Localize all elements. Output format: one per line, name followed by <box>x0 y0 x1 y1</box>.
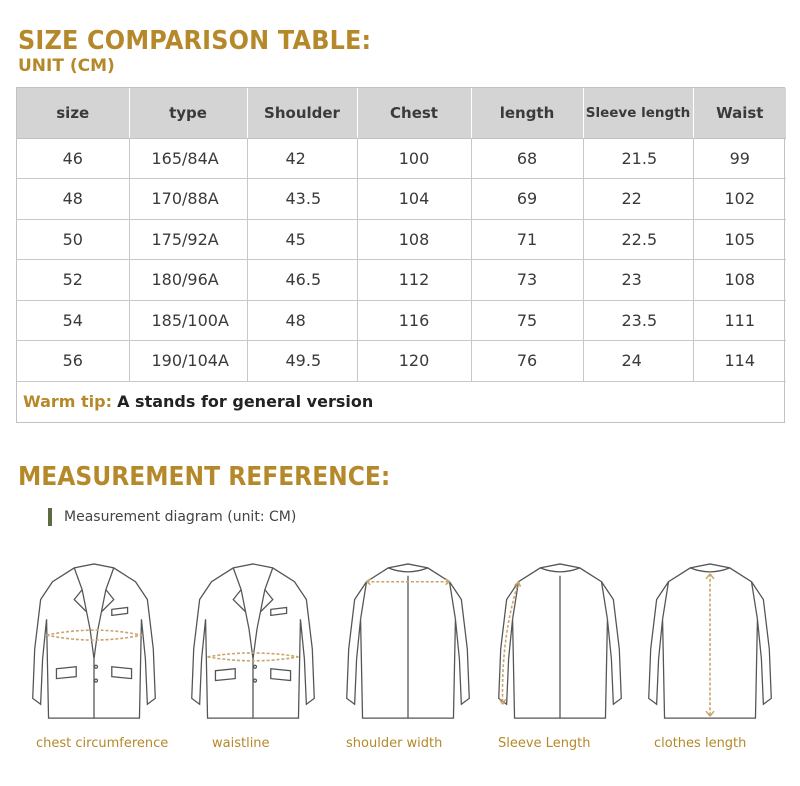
cell-sleeve-length: 23 <box>583 260 693 301</box>
diagram-note-text: Measurement diagram (unit: CM) <box>64 509 297 525</box>
diagram-note <box>48 508 296 526</box>
caption-clothes-length: clothes length <box>654 736 747 751</box>
cell-size: 48 <box>17 179 129 220</box>
cell-type: 170/88A <box>129 179 247 220</box>
table-row <box>17 341 786 382</box>
jacket-back-shoulder-icon <box>338 560 478 728</box>
table-row <box>17 179 786 220</box>
header-shoulder: Shoulder <box>247 88 357 138</box>
cell-waist: 105 <box>693 219 786 260</box>
header-type: type <box>129 88 247 138</box>
cell-sleeve-length: 22.5 <box>583 219 693 260</box>
cell-type: 190/104A <box>129 341 247 382</box>
header-waist: Waist <box>693 88 786 138</box>
jacket-back-length-icon <box>640 560 780 728</box>
cell-length: 68 <box>471 138 583 179</box>
cell-type: 185/100A <box>129 300 247 341</box>
table-header-row <box>17 88 786 138</box>
caption-waistline: waistline <box>212 736 270 751</box>
cell-type: 175/92A <box>129 219 247 260</box>
header-chest: Chest <box>357 88 471 138</box>
cell-shoulder: 48 <box>247 300 357 341</box>
size-table-container <box>16 87 785 423</box>
table-row <box>17 138 786 179</box>
cell-size: 50 <box>17 219 129 260</box>
size-table <box>17 88 786 422</box>
cell-length: 73 <box>471 260 583 301</box>
cell-length: 75 <box>471 300 583 341</box>
cell-length: 69 <box>471 179 583 220</box>
cell-waist: 114 <box>693 341 786 382</box>
jacket-front-chest-icon <box>24 560 164 728</box>
cell-type: 165/84A <box>129 138 247 179</box>
cell-chest: 120 <box>357 341 471 382</box>
cell-length: 71 <box>471 219 583 260</box>
header-size: size <box>17 88 129 138</box>
warm-tip-label: Warm tip: <box>23 392 112 411</box>
cell-size: 52 <box>17 260 129 301</box>
table-row <box>17 219 786 260</box>
cell-chest: 116 <box>357 300 471 341</box>
table-row <box>17 260 786 301</box>
cell-waist: 102 <box>693 179 786 220</box>
cell-length: 76 <box>471 341 583 382</box>
jacket-front-waist-icon <box>183 560 323 728</box>
cell-size: 54 <box>17 300 129 341</box>
caption-shoulder-width: shoulder width <box>346 736 443 751</box>
cell-chest: 104 <box>357 179 471 220</box>
cell-waist: 108 <box>693 260 786 301</box>
table-row <box>17 300 786 341</box>
cell-sleeve-length: 23.5 <box>583 300 693 341</box>
cell-chest: 112 <box>357 260 471 301</box>
measurement-title: MEASUREMENT REFERENCE: <box>18 462 391 492</box>
header-sleeve-length: Sleeve length <box>583 88 693 138</box>
cell-sleeve-length: 22 <box>583 179 693 220</box>
warm-tip-text: A stands for general version <box>117 392 374 411</box>
cell-shoulder: 45 <box>247 219 357 260</box>
cell-type: 180/96A <box>129 260 247 301</box>
cell-chest: 100 <box>357 138 471 179</box>
cell-shoulder: 49.5 <box>247 341 357 382</box>
caption-sleeve-length: Sleeve Length <box>498 736 591 751</box>
cell-sleeve-length: 24 <box>583 341 693 382</box>
cell-chest: 108 <box>357 219 471 260</box>
cell-waist: 99 <box>693 138 786 179</box>
cell-shoulder: 43.5 <box>247 179 357 220</box>
unit-label: UNIT (CM) <box>18 56 115 76</box>
warm-tip <box>17 381 786 422</box>
note-bar-icon <box>48 508 52 526</box>
cell-shoulder: 46.5 <box>247 260 357 301</box>
cell-size: 46 <box>17 138 129 179</box>
cell-shoulder: 42 <box>247 138 357 179</box>
cell-sleeve-length: 21.5 <box>583 138 693 179</box>
cell-size: 56 <box>17 341 129 382</box>
header-length: length <box>471 88 583 138</box>
caption-chest-circumference: chest circumference <box>36 736 169 751</box>
warm-tip-row <box>17 381 786 422</box>
jacket-back-sleeve-icon <box>490 560 630 728</box>
cell-waist: 111 <box>693 300 786 341</box>
size-table-title: SIZE COMPARISON TABLE: <box>18 26 372 56</box>
